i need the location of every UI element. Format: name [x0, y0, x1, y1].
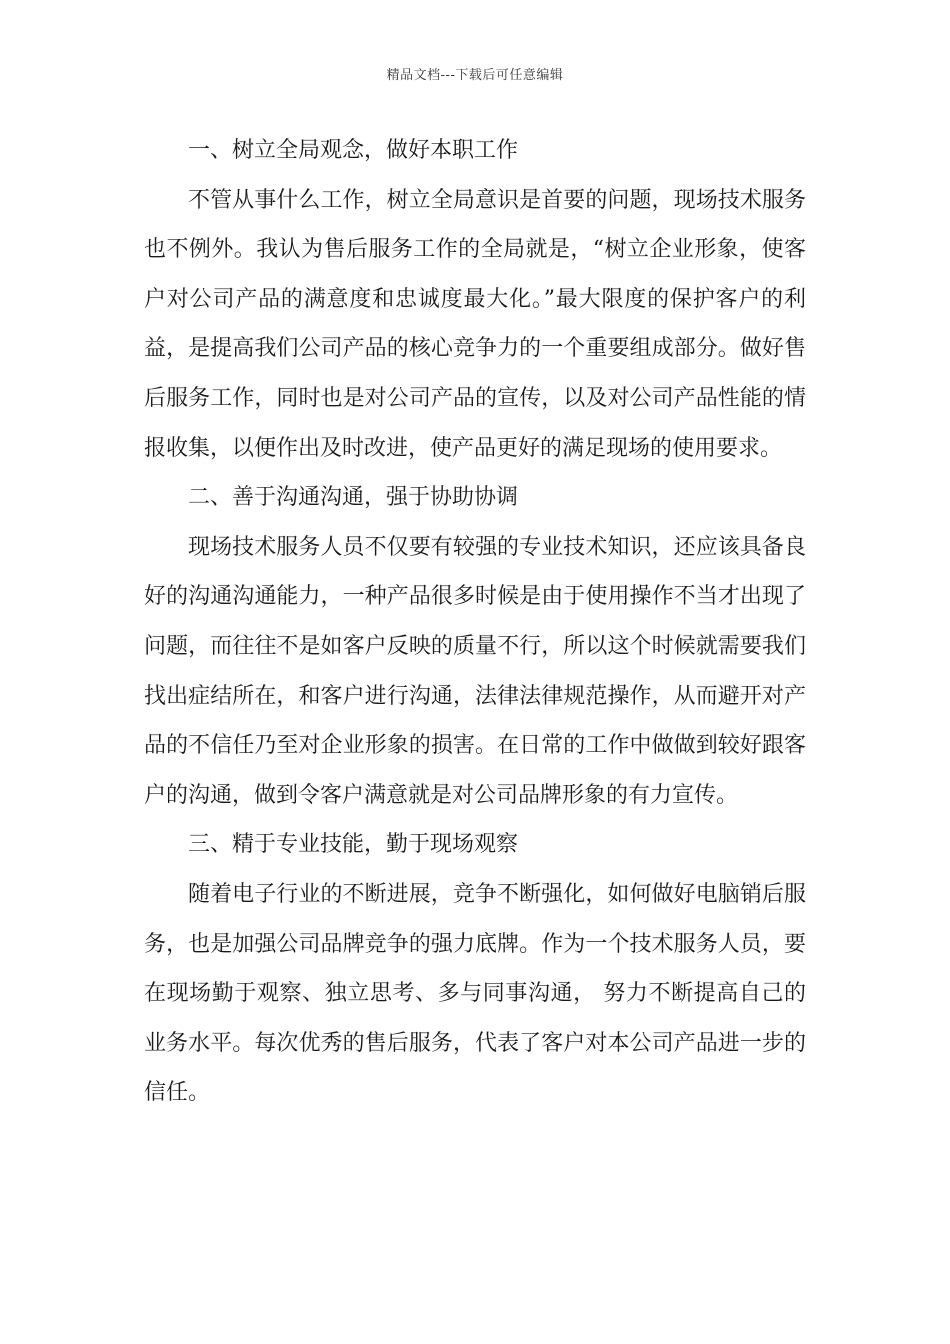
section-heading-3: 三、精于专业技能，勤于现场观察 [188, 832, 519, 858]
page-header: 精品文档---下载后可任意编辑 [386, 68, 564, 83]
section-body-3: 随着电子行业的不断进展，竞争不断强化，如何做好电脑销后服务，也是加强公司品牌竞争的强力底牌。作为一个技术服务人员，要在现场勤于观察、独立思考、多与同事沟通， 努力不断提高自己的业务水平。每次优秀的售后服务，代表了客户对本公司产品进一步的信任。 [144, 881, 806, 1106]
document-body [144, 126, 806, 1118]
section-body-1: 不管从事什么工作，树立全局意识是首要的问题，现场技术服务也不例外。我认为售后服务工作的全局就是，“树立企业形象，使客户对公司产品的满意度和忠诚度最大化。”最大限度的保护客户的利益，是提高我们公司产品的核心竞争力的一个重要组成部分。做好售后服务工作，同时也是对公司产品的宣传，以及对公司产品性能的情报收集，以便作出及时改进，使产品更好的满足现场的使用要求。 [144, 187, 806, 461]
section-heading-2: 二、善于沟通沟通，强于协助协调 [188, 485, 519, 511]
section-body-2: 现场技术服务人员不仅要有较强的专业技术知识，还应该具备良好的沟通沟通能力，一种产品很多时候是由于使用操作不当才出现了问题，而往往不是如客户反映的质量不行，所以这个时候就需要我们找出症结所在，和客户进行沟通，法律法律规范操作，从而避开对产品的不信任乃至对企业形象的损害。在日常的工作中做做到较好跟客户的沟通，做到令客户满意就是对公司品牌形象的有力宣传。 [144, 534, 806, 808]
section-heading-1: 一、树立全局观念，做好本职工作 [188, 138, 519, 163]
